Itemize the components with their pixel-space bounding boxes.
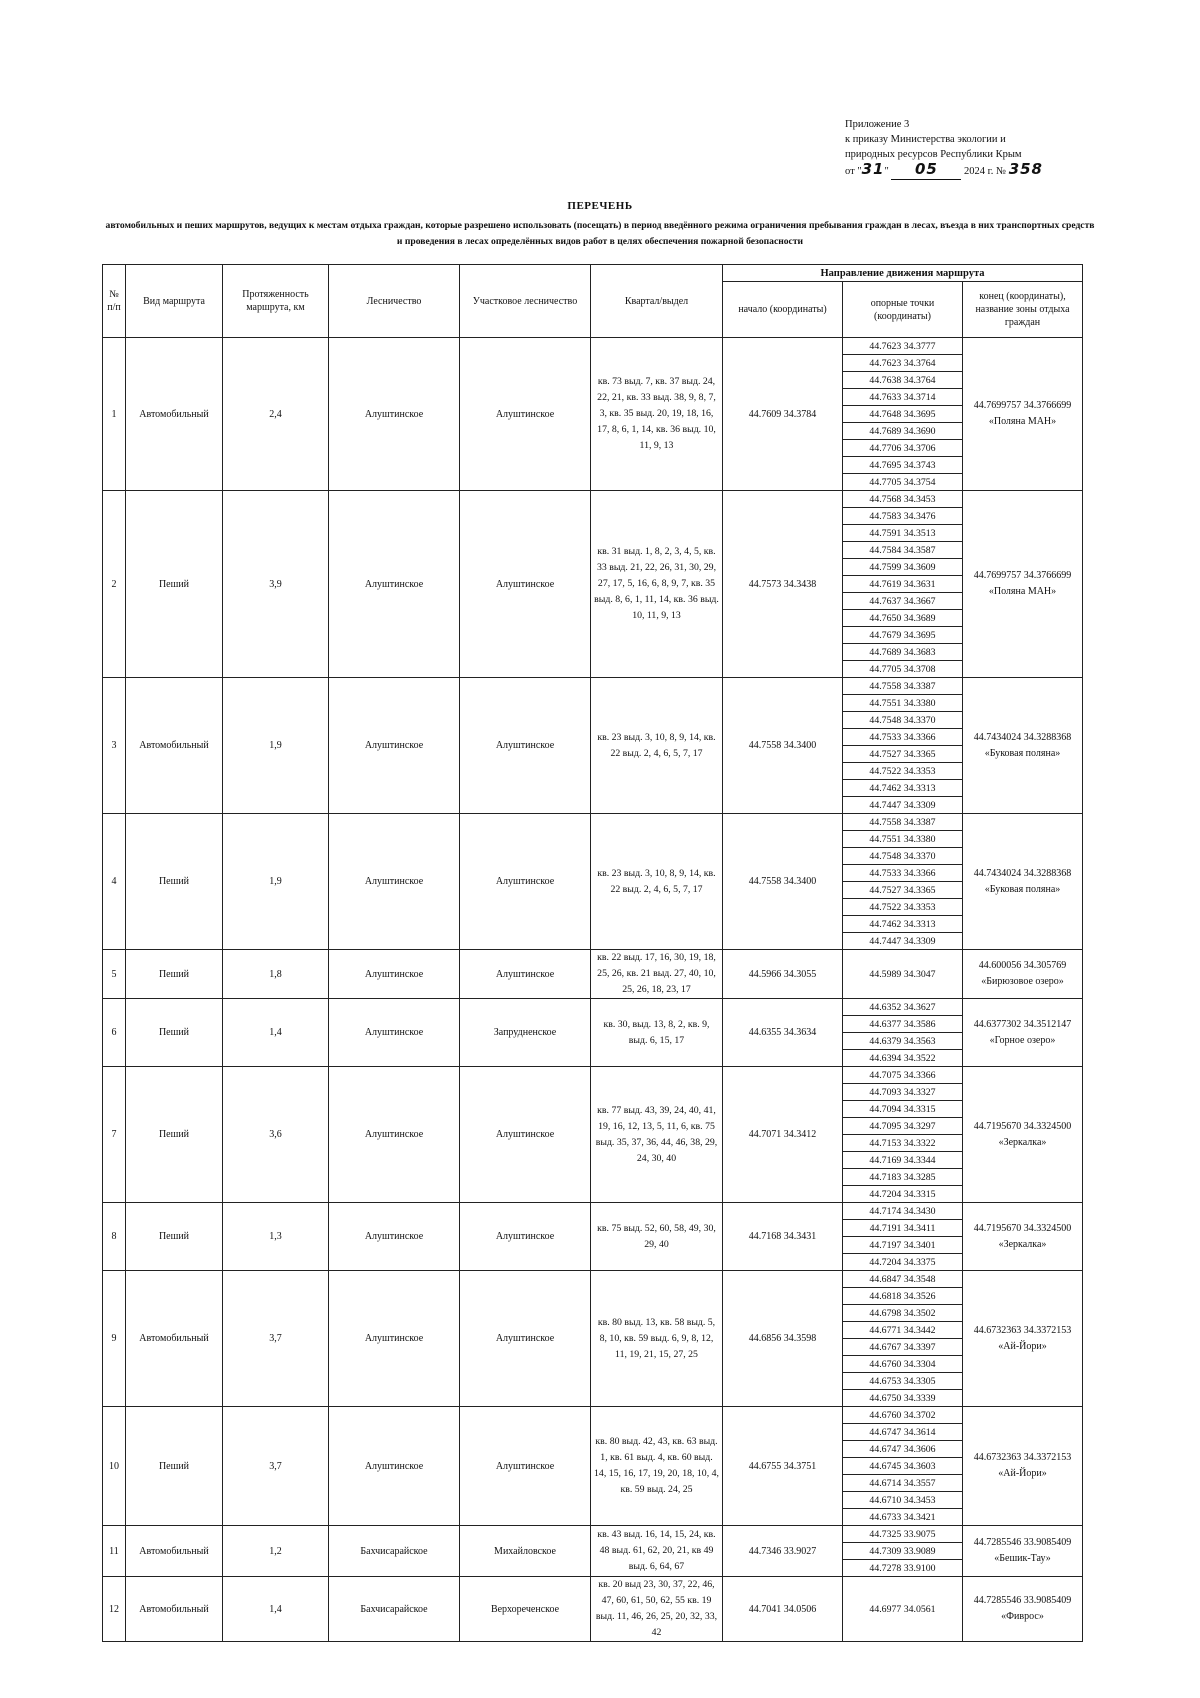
route-end: 44.7434024 34.3288368 «Буковая поляна»	[963, 814, 1083, 950]
route-point: 44.7522 34.3353	[843, 899, 963, 916]
route-point: 44.7623 34.3764	[843, 355, 963, 372]
route-start: 44.7041 34.0506	[723, 1577, 843, 1642]
handwritten-day: 31	[861, 160, 885, 178]
annex-line-1: Приложение 3	[845, 119, 910, 130]
route-quarter: кв. 23 выд. 3, 10, 8, 9, 14, кв. 22 выд. 2, 4, 6, 5, 7, 17	[591, 814, 723, 950]
route-type: Автомобильный	[126, 1271, 223, 1407]
route-point: 44.7548 34.3370	[843, 712, 963, 729]
route-quarter: кв. 22 выд. 17, 16, 30, 19, 18, 25, 26, кв. 21 выд. 27, 40, 10, 25, 26, 18, 23, 17	[591, 950, 723, 999]
route-district: Алуштинское	[460, 950, 591, 999]
route-point: 44.7527 34.3365	[843, 746, 963, 763]
route-point: 44.6847 34.3548	[843, 1271, 963, 1288]
route-length: 2,4	[223, 338, 329, 491]
route-start: 44.5966 34.3055	[723, 950, 843, 999]
route-forestry: Алуштинское	[329, 491, 460, 678]
route-point: 44.7533 34.3366	[843, 865, 963, 882]
route-length: 1,9	[223, 678, 329, 814]
route-point: 44.7095 34.3297	[843, 1118, 963, 1135]
route-point: 44.7648 34.3695	[843, 406, 963, 423]
route-start: 44.7346 33.9027	[723, 1526, 843, 1577]
route-quarter: кв. 73 выд. 7, кв. 37 выд. 24, 22, 21, кв. 33 выд. 38, 9, 8, 7, 3, кв. 35 выд. 20, 19, 18, 16, 17, 8, 6, 1, 14, кв. 36 выд. 10, 11, 9, 13	[591, 338, 723, 491]
route-point: 44.6750 34.3339	[843, 1390, 963, 1407]
annex-from-prefix: от "	[845, 166, 862, 177]
route-num: 3	[103, 678, 126, 814]
route-forestry: Алуштинское	[329, 999, 460, 1067]
route-point: 44.7619 34.3631	[843, 576, 963, 593]
route-start: 44.7071 34.3412	[723, 1067, 843, 1203]
route-start: 44.6755 34.3751	[723, 1407, 843, 1526]
route-point: 44.7623 34.3777	[843, 338, 963, 355]
route-forestry: Алуштинское	[329, 950, 460, 999]
route-type: Пеший	[126, 1067, 223, 1203]
route-district: Верхореченское	[460, 1577, 591, 1642]
route-quarter: кв. 31 выд. 1, 8, 2, 3, 4, 5, кв. 33 выд. 21, 22, 26, 31, 30, 29, 27, 17, 5, 16, 6, 8, 9, 7, кв. 35 выд. 8, 6, 1, 11, 14, кв. 36 выд. 10, 11, 9, 13	[591, 491, 723, 678]
route-point: 44.7638 34.3764	[843, 372, 963, 389]
route-point: 44.7462 34.3313	[843, 916, 963, 933]
route-point: 44.7153 34.3322	[843, 1135, 963, 1152]
route-end: 44.7285546 33.9085409 «Фиврос»	[963, 1577, 1083, 1642]
route-row	[103, 999, 1083, 1016]
route-type: Автомобильный	[126, 338, 223, 491]
route-point: 44.6977 34.0561	[843, 1577, 963, 1642]
route-point: 44.7204 34.3375	[843, 1254, 963, 1271]
route-point: 44.7705 34.3754	[843, 474, 963, 491]
route-start: 44.7168 34.3431	[723, 1203, 843, 1271]
route-end: 44.7195670 34.3324500 «Зеркалка»	[963, 1067, 1083, 1203]
route-point: 44.7169 34.3344	[843, 1152, 963, 1169]
route-point: 44.7278 33.9100	[843, 1560, 963, 1577]
route-length: 1,4	[223, 1577, 329, 1642]
route-point: 44.7325 33.9075	[843, 1526, 963, 1543]
route-point: 44.7599 34.3609	[843, 559, 963, 576]
route-point: 44.7637 34.3667	[843, 593, 963, 610]
route-point: 44.5989 34.3047	[843, 950, 963, 999]
handwritten-month: 05	[914, 160, 938, 178]
route-district: Алуштинское	[460, 1067, 591, 1203]
route-quarter: кв. 43 выд. 16, 14, 15, 24, кв. 48 выд. 61, 62, 20, 21, кв 49 выд. 6, 64, 67	[591, 1526, 723, 1577]
route-type: Автомобильный	[126, 678, 223, 814]
route-length: 1,4	[223, 999, 329, 1067]
route-point: 44.7689 34.3683	[843, 644, 963, 661]
route-point: 44.7183 34.3285	[843, 1169, 963, 1186]
route-start: 44.6355 34.3634	[723, 999, 843, 1067]
handwritten-order-number: 358	[1008, 160, 1043, 178]
route-end: 44.7285546 33.9085409 «Бешик-Тау»	[963, 1526, 1083, 1577]
route-point: 44.6394 34.3522	[843, 1050, 963, 1067]
route-start: 44.7558 34.3400	[723, 814, 843, 950]
route-num: 12	[103, 1577, 126, 1642]
route-forestry: Бахчисарайское	[329, 1577, 460, 1642]
route-point: 44.6747 34.3606	[843, 1441, 963, 1458]
route-start: 44.7609 34.3784	[723, 338, 843, 491]
route-forestry: Алуштинское	[329, 1203, 460, 1271]
route-point: 44.6760 34.3304	[843, 1356, 963, 1373]
header-forestry: Лесничество	[329, 265, 460, 338]
route-row	[103, 678, 1083, 695]
route-point: 44.7568 34.3453	[843, 491, 963, 508]
document-title: ПЕРЕЧЕНЬ	[567, 200, 633, 212]
header-quarter: Квартал/выдел	[591, 265, 723, 338]
route-num: 2	[103, 491, 126, 678]
route-forestry: Алуштинское	[329, 678, 460, 814]
route-point: 44.7204 34.3315	[843, 1186, 963, 1203]
annex-line-2: к приказу Министерства экологии и	[845, 134, 1006, 145]
routes-table	[102, 264, 1083, 1642]
route-point: 44.7527 34.3365	[843, 882, 963, 899]
route-end: 44.600056 34.305769 «Бирюзовое озеро»	[963, 950, 1083, 999]
route-point: 44.7591 34.3513	[843, 525, 963, 542]
route-type: Пеший	[126, 491, 223, 678]
route-start: 44.7573 34.3438	[723, 491, 843, 678]
route-point: 44.7174 34.3430	[843, 1203, 963, 1220]
route-district: Алуштинское	[460, 338, 591, 491]
route-quarter: кв. 75 выд. 52, 60, 58, 49, 30, 29, 40	[591, 1203, 723, 1271]
route-point: 44.7679 34.3695	[843, 627, 963, 644]
route-quarter: кв. 80 выд. 42, 43, кв. 63 выд. 1, кв. 61 выд. 4, кв. 60 выд. 14, 15, 16, 17, 19, 20, 18, 10, 4, кв. 59 выд. 24, 25	[591, 1407, 723, 1526]
route-point: 44.6733 34.3421	[843, 1509, 963, 1526]
route-end: 44.7195670 34.3324500 «Зеркалка»	[963, 1203, 1083, 1271]
route-district: Алуштинское	[460, 678, 591, 814]
route-num: 10	[103, 1407, 126, 1526]
route-length: 3,7	[223, 1407, 329, 1526]
route-row	[103, 950, 1083, 999]
route-point: 44.6377 34.3586	[843, 1016, 963, 1033]
route-type: Пеший	[126, 814, 223, 950]
route-point: 44.6379 34.3563	[843, 1033, 963, 1050]
route-point: 44.7075 34.3366	[843, 1067, 963, 1084]
route-num: 4	[103, 814, 126, 950]
route-point: 44.7706 34.3706	[843, 440, 963, 457]
route-row	[103, 491, 1083, 508]
route-length: 1,9	[223, 814, 329, 950]
route-point: 44.6798 34.3502	[843, 1305, 963, 1322]
route-type: Пеший	[126, 1407, 223, 1526]
route-num: 5	[103, 950, 126, 999]
route-end: 44.6377302 34.3512147 «Горное озеро»	[963, 999, 1083, 1067]
route-row	[103, 1577, 1083, 1642]
route-point: 44.6818 34.3526	[843, 1288, 963, 1305]
route-forestry: Бахчисарайское	[329, 1526, 460, 1577]
route-point: 44.7583 34.3476	[843, 508, 963, 525]
route-length: 3,6	[223, 1067, 329, 1203]
document-subtitle: автомобильных и пеших маршрутов, ведущих к местам отдыха граждан, которые разрешено использовать (посещать) в период введённого режима ограничения пребывания граждан в лесах, въезда в них транспортных средств и проведения в лесах определённых видов работ в целях обеспечения пожарной безопасности	[105, 220, 1095, 247]
route-point: 44.7462 34.3313	[843, 780, 963, 797]
route-point: 44.7584 34.3587	[843, 542, 963, 559]
route-point: 44.7533 34.3366	[843, 729, 963, 746]
route-point: 44.7191 34.3411	[843, 1220, 963, 1237]
route-point: 44.7093 34.3327	[843, 1084, 963, 1101]
route-type: Пеший	[126, 999, 223, 1067]
route-district: Алуштинское	[460, 491, 591, 678]
route-num: 6	[103, 999, 126, 1067]
route-row	[103, 1407, 1083, 1424]
route-point: 44.7705 34.3708	[843, 661, 963, 678]
route-district: Алуштинское	[460, 1407, 591, 1526]
route-point: 44.6714 34.3557	[843, 1475, 963, 1492]
route-length: 1,3	[223, 1203, 329, 1271]
route-length: 1,2	[223, 1526, 329, 1577]
route-num: 9	[103, 1271, 126, 1407]
route-point: 44.7447 34.3309	[843, 933, 963, 950]
route-end: 44.7434024 34.3288368 «Буковая поляна»	[963, 678, 1083, 814]
route-row	[103, 814, 1083, 831]
route-row	[103, 338, 1083, 355]
annex-date-line: от "31" 05 2024 г. № 358	[845, 160, 1043, 178]
header-district: Участковое лесничество	[460, 265, 591, 338]
header-type: Вид маршрута	[126, 265, 223, 338]
route-forestry: Алуштинское	[329, 1407, 460, 1526]
route-point: 44.7650 34.3689	[843, 610, 963, 627]
route-quarter: кв. 80 выд. 13, кв. 58 выд. 5, 8, 10, кв. 59 выд. 6, 9, 8, 12, 11, 19, 21, 15, 27, 25	[591, 1271, 723, 1407]
route-district: Михайловское	[460, 1526, 591, 1577]
header-points: опорные точки (координаты)	[843, 282, 963, 338]
route-point: 44.6747 34.3614	[843, 1424, 963, 1441]
route-length: 3,9	[223, 491, 329, 678]
route-point: 44.6760 34.3702	[843, 1407, 963, 1424]
route-forestry: Алуштинское	[329, 1067, 460, 1203]
annex-block	[845, 117, 1105, 180]
route-length: 1,8	[223, 950, 329, 999]
route-row	[103, 1271, 1083, 1288]
route-district: Алуштинское	[460, 814, 591, 950]
route-num: 1	[103, 338, 126, 491]
route-quarter: кв. 20 выд 23, 30, 37, 22, 46, 47, 60, 61, 50, 62, 55 кв. 19 выд. 11, 46, 26, 25, 20, 32, 33, 42	[591, 1577, 723, 1642]
route-point: 44.7633 34.3714	[843, 389, 963, 406]
route-point: 44.6352 34.3627	[843, 999, 963, 1016]
route-type: Автомобильный	[126, 1526, 223, 1577]
route-point: 44.6767 34.3397	[843, 1339, 963, 1356]
route-type: Пеший	[126, 950, 223, 999]
route-quarter: кв. 77 выд. 43, 39, 24, 40, 41, 19, 16, 12, 13, 5, 11, 6, кв. 75 выд. 35, 37, 36, 44, 46, 38, 29, 24, 30, 40	[591, 1067, 723, 1203]
route-num: 8	[103, 1203, 126, 1271]
route-point: 44.7447 34.3309	[843, 797, 963, 814]
route-district: Запрудненское	[460, 999, 591, 1067]
route-forestry: Алуштинское	[329, 814, 460, 950]
route-num: 11	[103, 1526, 126, 1577]
route-row	[103, 1203, 1083, 1220]
header-num: № п/п	[103, 265, 126, 338]
header-start: начало (координаты)	[723, 282, 843, 338]
route-type: Автомобильный	[126, 1577, 223, 1642]
route-point: 44.7558 34.3387	[843, 814, 963, 831]
route-quarter: кв. 30, выд. 13, 8, 2, кв. 9, выд. 6, 15, 17	[591, 999, 723, 1067]
route-row	[103, 1067, 1083, 1084]
route-forestry: Алуштинское	[329, 1271, 460, 1407]
route-end: 44.7699757 34.3766699 «Поляна МАН»	[963, 338, 1083, 491]
routes-body	[103, 338, 1083, 1642]
header-direction: Направление движения маршрута	[723, 265, 1083, 282]
route-point: 44.6745 34.3603	[843, 1458, 963, 1475]
route-point: 44.6753 34.3305	[843, 1373, 963, 1390]
route-point: 44.7551 34.3380	[843, 831, 963, 848]
annex-line-3: природных ресурсов Республики Крым	[845, 149, 1022, 160]
route-point: 44.7197 34.3401	[843, 1237, 963, 1254]
route-district: Алуштинское	[460, 1271, 591, 1407]
route-point: 44.7558 34.3387	[843, 678, 963, 695]
route-point: 44.7094 34.3315	[843, 1101, 963, 1118]
route-end: 44.6732363 34.3372153 «Ай-Йори»	[963, 1407, 1083, 1526]
route-start: 44.7558 34.3400	[723, 678, 843, 814]
route-row	[103, 1526, 1083, 1543]
route-point: 44.7309 33.9089	[843, 1543, 963, 1560]
route-point: 44.7548 34.3370	[843, 848, 963, 865]
route-num: 7	[103, 1067, 126, 1203]
route-point: 44.7551 34.3380	[843, 695, 963, 712]
route-forestry: Алуштинское	[329, 338, 460, 491]
route-point: 44.7689 34.3690	[843, 423, 963, 440]
route-length: 3,7	[223, 1271, 329, 1407]
route-end: 44.6732363 34.3372153 «Ай-Йори»	[963, 1271, 1083, 1407]
route-type: Пеший	[126, 1203, 223, 1271]
route-district: Алуштинское	[460, 1203, 591, 1271]
route-start: 44.6856 34.3598	[723, 1271, 843, 1407]
header-end: конец (координаты), название зоны отдыха граждан	[963, 282, 1083, 338]
route-point: 44.6710 34.3453	[843, 1492, 963, 1509]
route-quarter: кв. 23 выд. 3, 10, 8, 9, 14, кв. 22 выд. 2, 4, 6, 5, 7, 17	[591, 678, 723, 814]
route-point: 44.7522 34.3353	[843, 763, 963, 780]
header-length: Протяженность маршрута, км	[223, 265, 329, 338]
route-point: 44.7695 34.3743	[843, 457, 963, 474]
route-point: 44.6771 34.3442	[843, 1322, 963, 1339]
annex-year-text: 2024 г. №	[964, 166, 1007, 177]
route-end: 44.7699757 34.3766699 «Поляна МАН»	[963, 491, 1083, 678]
